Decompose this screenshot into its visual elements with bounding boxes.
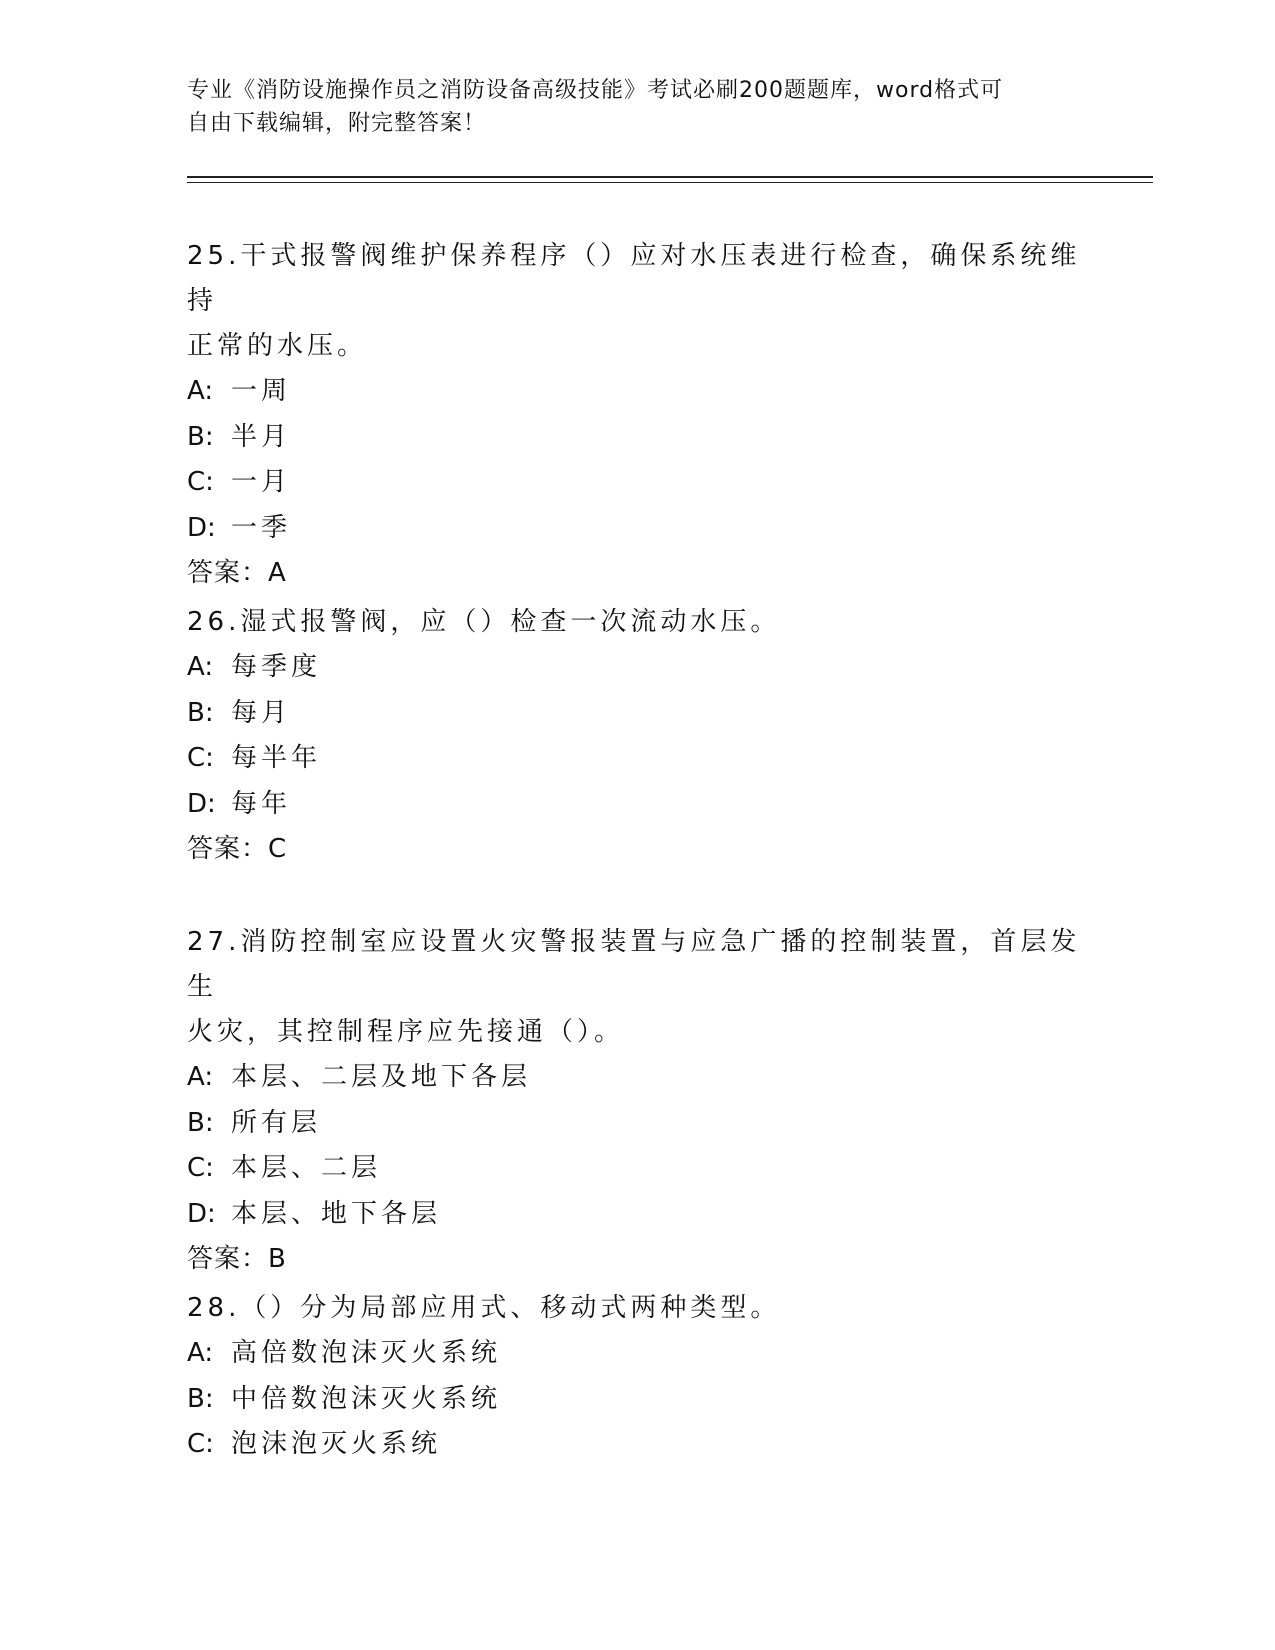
- option-b: B: 每月: [187, 697, 292, 728]
- header-divider-thick: [187, 176, 1153, 178]
- option-a: A: 一周: [187, 376, 292, 406]
- option-a: A: 高倍数泡沫灭火系统: [187, 1338, 502, 1368]
- question-text: 28.（）分为局部应用式、移动式两种类型。: [187, 1293, 781, 1323]
- option-c: C: 泡沫泡灭火系统: [187, 1429, 442, 1459]
- question-26: [187, 600, 1087, 873]
- question-text: 27.消防控制室应设置火灾警报装置与应急广播的控制装置，首层发生 火灾，其控制程序应先接通（）。: [187, 927, 1081, 1047]
- option-c: C: 一月: [187, 467, 292, 497]
- option-c: C: 本层、二层: [187, 1153, 382, 1183]
- option-d: D: 每年: [187, 788, 292, 819]
- option-d: D: 一季: [187, 512, 292, 543]
- answer: 答案：A: [187, 558, 287, 588]
- question-text: 25.干式报警阀维护保养程序（）应对水压表进行检查，确保系统维持 正常的水压。: [187, 241, 1081, 361]
- option-c: C: 每半年: [187, 743, 322, 773]
- answer: 答案：C: [187, 834, 288, 864]
- document-header: [187, 74, 1067, 140]
- option-d: D: 本层、地下各层: [187, 1198, 442, 1229]
- header-line-2: 自由下载编辑，附完整答案！: [187, 111, 487, 136]
- option-a: A: 每季度: [187, 652, 322, 682]
- question-27: [187, 920, 1087, 1283]
- header-line-1: 专业《消防设施操作员之消防设备高级技能》考试必刷200题题库，word格式可: [187, 78, 1004, 103]
- option-b: B: 半月: [187, 421, 292, 452]
- question-25: [187, 234, 1087, 597]
- answer: 答案：B: [187, 1244, 287, 1274]
- option-b: B: 中倍数泡沫灭火系统: [187, 1383, 502, 1414]
- option-b: B: 所有层: [187, 1107, 322, 1138]
- question-28: [187, 1286, 1087, 1468]
- question-text: 26.湿式报警阀，应（）检查一次流动水压。: [187, 607, 781, 637]
- header-divider-thin: [187, 182, 1153, 183]
- option-a: A: 本层、二层及地下各层: [187, 1062, 532, 1092]
